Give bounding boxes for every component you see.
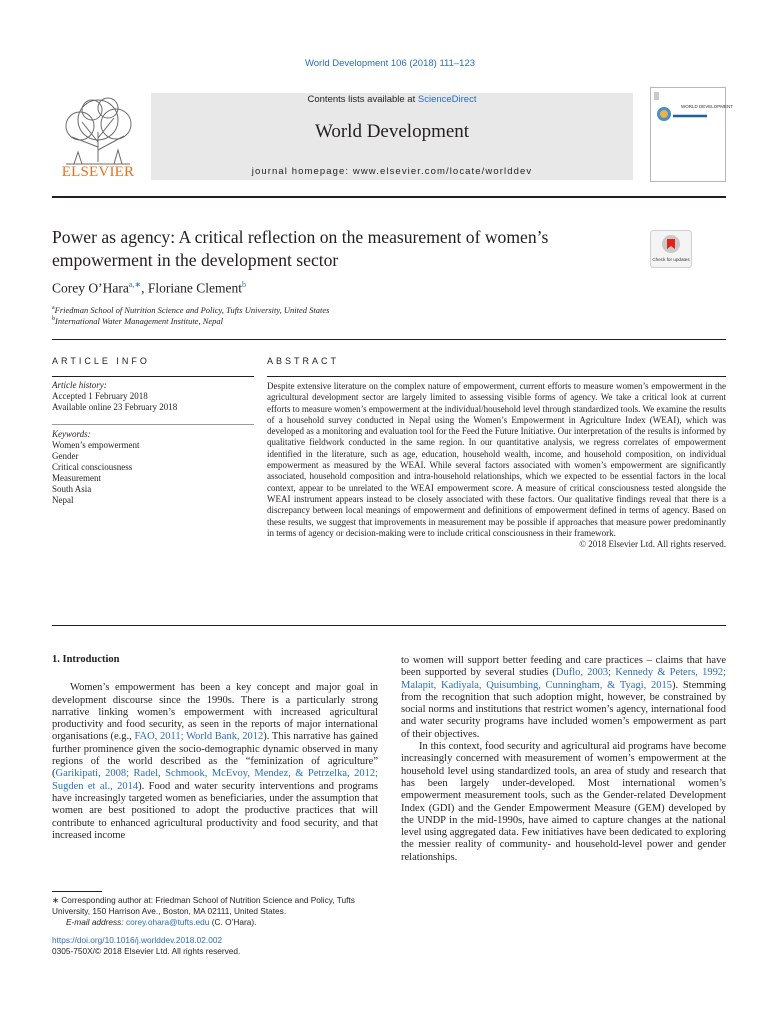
contents-prefix: Contents lists available at bbox=[307, 94, 418, 105]
citation-link[interactable]: Garikipati, 2008; Radel, Schmook, McEvoy, Mendez, & Petrzelka, 2012; Sugden et al., 2014 bbox=[52, 768, 378, 792]
author-affil-marker[interactable]: a,∗ bbox=[128, 280, 142, 289]
journal-title: World Development bbox=[314, 121, 470, 142]
journal-cover-thumbnail[interactable] bbox=[650, 87, 734, 182]
email-label: E-mail address: bbox=[66, 917, 126, 927]
contents-line bbox=[151, 94, 633, 105]
affiliation-label: a bbox=[52, 305, 55, 312]
abstract-heading: ABSTRACT bbox=[267, 356, 340, 366]
body-right-column bbox=[401, 655, 726, 864]
article-history bbox=[52, 380, 254, 413]
affiliation-text: International Water Management Institute, Nepal bbox=[55, 316, 224, 326]
keywords-block bbox=[52, 429, 254, 506]
footnotes bbox=[52, 895, 382, 957]
intro-paragraph bbox=[401, 655, 726, 741]
affiliation bbox=[52, 305, 329, 315]
affiliation-label: b bbox=[52, 316, 55, 323]
journal-homepage bbox=[151, 166, 633, 177]
section-title: 1. Introduction bbox=[52, 654, 120, 665]
paragraph-text: ). Food and water security interventions and programs have increasingly targeted women as beneficiaries, under the assumption that women are best positioned to adopt the productive practices that will contribute to enhanced agricultural productivity and food security, and that increased income bbox=[52, 780, 379, 841]
paragraph-text: ). This narrative has gained further prominence given the socio-demographic dynamic observed in many regions of the world described as the “feminization of agriculture” ( bbox=[52, 731, 378, 780]
paragraph-text: Women’s empowerment has been a key concept and major goal in development discourse since the 1990s. There is a particularly strong narrative linking women’s empowerment with increased agricultural productivity and food security, as seen in the reports of major international organisations (e.g., bbox=[52, 682, 378, 743]
doi-link[interactable]: https://doi.org/10.1016/j.worlddev.2018.02.002 bbox=[52, 935, 223, 945]
keywords-label: Keywords: bbox=[52, 429, 91, 439]
abstract-text: Despite extensive literature on the complex nature of empowerment, current efforts to measure women’s empowerment in the agricultural development sector are largely limited to assessing visible forms of agency. We take a critical look at current efforts to measure women’s empowerment at the individual/household level through standardized tools. We examine the results of a household survey conducted in Nepal using the Women’s Empowerment in Agriculture Index (WEAI), which was developed as a monitoring and evaluation tool for the Feed the Future Initiative. Our interpretation of the results is informed by qualitative fieldwork conducted in the same region. In our quantitative analysis, we regress correlates of empowerment identified in the literature, such as age, education, household wealth, income, and household composition, on individual empowerment as measured by the WEAI. While several factors associated with women’s empowerment are significantly associated, household composition and intra-household relationships, which we expected to be essential factors in the local context, appear to be unrelated to the WEAI empowerment score. A measure of critical consciousness tested alongside the WEAI instrument appears instead to be closely associated with these factors. Our qualitative findings reveal that there is a discrepancy between local meanings of empowerment and definitions of empowerment defined in terms of agency. Based on these results, we suggest that improvements in measurement may be possible if approaches that measure power predominantly in terms of agency or decision-making were to include critical consciousness in their framework. bbox=[267, 381, 726, 538]
keyword: Critical consciousness bbox=[52, 462, 133, 472]
author-list bbox=[52, 280, 246, 297]
author-separator: , bbox=[141, 280, 148, 296]
author-affil-marker[interactable]: b bbox=[241, 280, 246, 289]
section-rule bbox=[52, 339, 726, 340]
keyword: Women’s empowerment bbox=[52, 440, 140, 450]
abstract-copyright: © 2018 Elsevier Ltd. All rights reserved. bbox=[579, 539, 726, 550]
history-item: Available online 23 February 2018 bbox=[52, 402, 178, 412]
check-updates-label: Check for updates bbox=[652, 257, 690, 262]
article-title: Power as agency: A critical reflection on the measurement of women’s empowerment in the development sector bbox=[52, 227, 549, 270]
homepage-url[interactable]: www.elsevier.com/locate/worlddev bbox=[352, 166, 533, 177]
abstract-bottom-rule bbox=[52, 625, 726, 626]
history-item: Accepted 1 February 2018 bbox=[52, 391, 148, 401]
abstract-body bbox=[267, 381, 726, 550]
check-updates-icon bbox=[650, 230, 692, 268]
article-info-rule bbox=[52, 376, 254, 377]
author-name[interactable]: Floriane Clement bbox=[147, 280, 242, 296]
citation-link[interactable]: Duflo, 2003; Kennedy & Peters, 1992; Malapit, Kadiyala, Quisumbing, Cunningham, & Tyagi, 2015 bbox=[401, 667, 726, 691]
author-name[interactable]: Corey O’Hara bbox=[52, 280, 129, 296]
publisher-logo[interactable]: ELSEVIER bbox=[61, 164, 135, 180]
intro-paragraph: In this context, food security and agricultural aid programs have become increasingly concerned with measurement of women’s empowerment at the household level using standardized tools, an area of study and research that has been largely under-developed. Most international women’s empowerment measurement tools, such as the Gender-related Development Index (GDI) and the Gender Empowerment Measure (GEM) developed by the UNDP in the mid-1990s, have aimed to capture changes at the national level using aggregated data. Few initiatives have been dedicated to exploring the messier reality of community- and household-level power and gender relationships. bbox=[401, 741, 726, 863]
keyword: Gender bbox=[52, 451, 79, 461]
sciencedirect-link[interactable]: ScienceDirect bbox=[417, 94, 477, 105]
paragraph-text: ). Stemming from the recognition that such adoption might, however, be constrained by social norms and institutions that restrict women’s agency, international food and water security programs have included women’s empowerment as part of their objectives. bbox=[401, 679, 726, 740]
keywords-rule bbox=[52, 424, 254, 425]
footnote-rule bbox=[52, 891, 102, 892]
history-label: Article history: bbox=[52, 380, 107, 390]
citation-link[interactable]: FAO, 2011; World Bank, 2012 bbox=[134, 731, 264, 743]
check-for-updates-badge[interactable] bbox=[650, 230, 692, 268]
paragraph-text: to women will support better feeding and care practices – claims that have been supported by several studies ( bbox=[401, 655, 726, 679]
keyword: Nepal bbox=[52, 495, 74, 505]
issn-line: 0305-750X/© 2018 Elsevier Ltd. All rights reserved. bbox=[52, 946, 241, 956]
intro-paragraph bbox=[52, 682, 378, 842]
cover-title: WORLD DEVELOPMENT bbox=[681, 104, 734, 109]
keyword: Measurement bbox=[52, 473, 101, 483]
keyword: South Asia bbox=[52, 484, 92, 494]
cover-art bbox=[651, 88, 734, 181]
journal-citation[interactable]: World Development 106 (2018) 111–123 bbox=[304, 58, 476, 69]
corresponding-author-note: ∗ Corresponding author at: Friedman School of Nutrition Science and Policy, Tufts University, 150 Harrison Ave., Boston, MA 02111, United States. bbox=[52, 895, 355, 916]
body-left-column bbox=[52, 654, 378, 842]
article-info-heading: ARTICLE INFO bbox=[52, 356, 150, 366]
abstract-rule bbox=[267, 376, 726, 377]
affiliation bbox=[52, 316, 223, 326]
email-suffix: (C. O’Hara). bbox=[209, 917, 257, 927]
author-email-link[interactable]: corey.ohara@tufts.edu bbox=[125, 917, 210, 927]
header-rule bbox=[52, 196, 726, 198]
homepage-label: journal homepage: bbox=[251, 166, 353, 177]
affiliation-text: Friedman School of Nutrition Science and Policy, Tufts University, United States bbox=[54, 305, 330, 315]
